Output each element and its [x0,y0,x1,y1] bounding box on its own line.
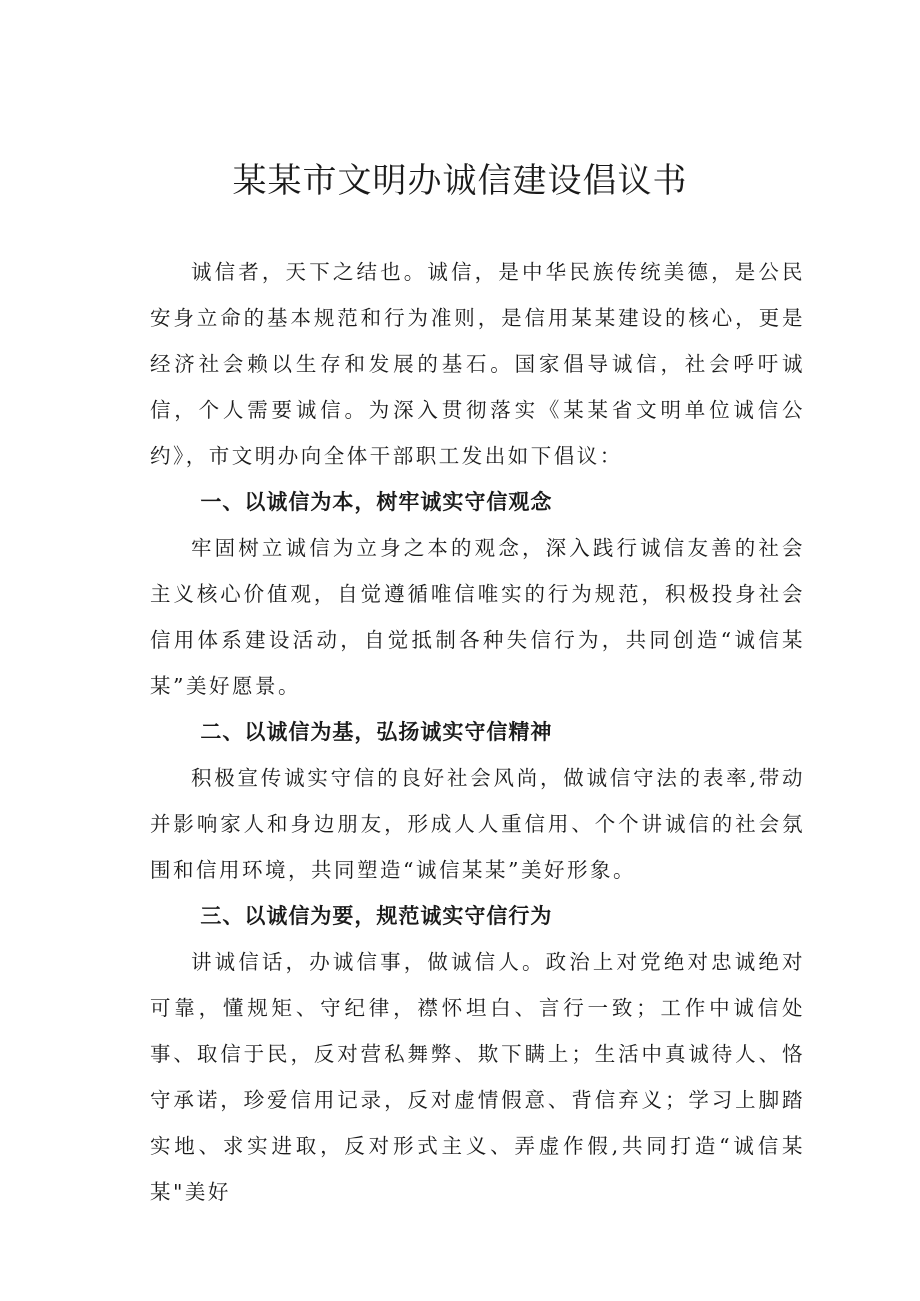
section-paragraph-1: 牢固树立诚信为立身之本的观念，深入践行诚信友善的社会主义核心价值观，自觉遵循唯信唯实的行为规范，积极投身社会信用体系建设活动，自觉抵制各种失信行为，共同创造“诚信某某”美好愿景。 [150,536,805,698]
document-title: 某某市文明办诚信建设倡议书 [232,161,688,201]
section-heading-2: 二、以诚信为基，弘扬诚实守信精神 [200,720,553,744]
document-body [150,249,805,1215]
section-heading-3: 三、以诚信为要，规范诚实守信行为 [200,904,553,928]
section-heading-1: 一、以诚信为本，树牢诚实守信观念 [200,490,553,514]
section-paragraph-3: 讲诚信话，办诚信事，做诚信人。政治上对党绝对忠诚绝对可靠，懂规矩、守纪律，襟怀坦白、言行一致；工作中诚信处事、取信于民，反对营私舞弊、欺下瞒上；生活中真诚待人、恪守承诺，珍爱信用记录，反对虚情假意、背信弃义；学习上脚踏实地、求实进取，反对形式主义、弄虚作假,共同打造“诚信某某"美好 [150,950,805,1204]
intro-paragraph: 诚信者，天下之结也。诚信，是中华民族传统美德，是公民安身立命的基本规范和行为准则，是信用某某建设的核心，更是经济社会赖以生存和发展的基石。国家倡导诚信，社会呼吁诚信，个人需要诚信。为深入贯彻落实《某某省文明单位诚信公约》，市文明办向全体干部职工发出如下倡议： [150,260,805,468]
section-paragraph-2: 积极宣传诚实守信的良好社会风尚，做诚信守法的表率,带动并影响家人和身边朋友，形成人人重信用、个个讲诚信的社会氛围和信用环境，共同塑造“诚信某某”美好形象。 [150,766,805,882]
